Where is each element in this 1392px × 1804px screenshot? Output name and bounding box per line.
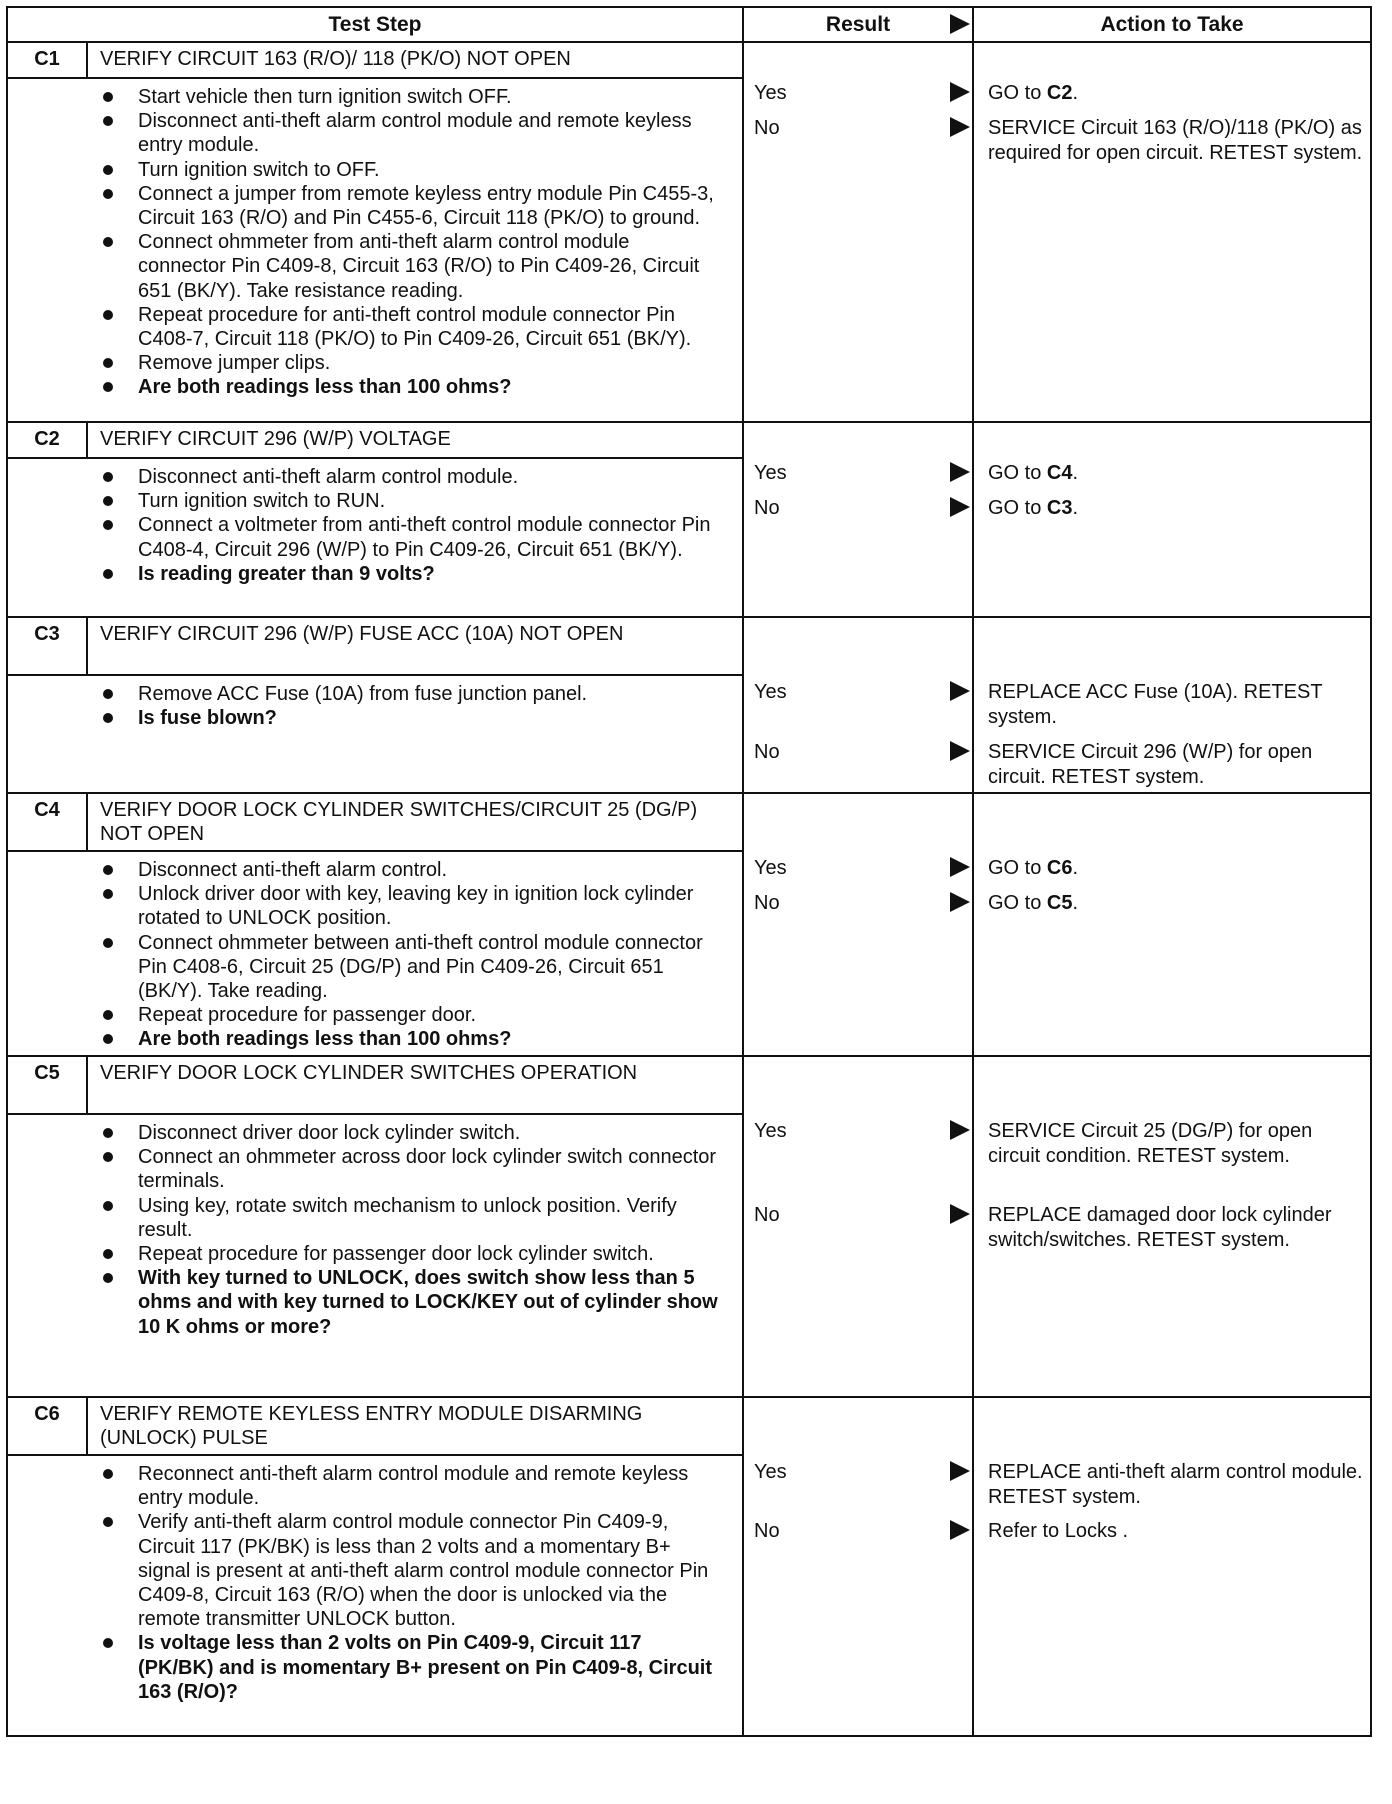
bullet-item: Unlock driver door with key, leaving key in ignition lock cylinder rotated to UNLOCK position.: [8, 882, 742, 930]
result-no: [754, 1203, 972, 1227]
action-step-ref: C3: [1046, 497, 1073, 519]
result-label: Yes: [754, 1120, 787, 1142]
action-tail: .: [1072, 462, 1079, 484]
arrow-right-icon: [950, 1520, 970, 1540]
result-label: Yes: [754, 681, 787, 703]
step-title: VERIFY CIRCUIT 296 (W/P) FUSE ACC (10A) NOT OPEN: [100, 623, 624, 645]
step-header: [8, 423, 742, 459]
action-yes: [988, 680, 1364, 729]
step-actions: [974, 618, 1370, 792]
step-header: [8, 1057, 742, 1115]
bullet-question: Is voltage less than 2 volts on Pin C409-9, Circuit 117 (PK/BK) and is momentary B+ present on Pin C409-8, Circuit 163 (R/O)?: [8, 1631, 742, 1704]
result-label: Yes: [754, 857, 787, 879]
result-yes: [754, 1460, 972, 1484]
step-c3: [8, 618, 1370, 794]
result-no: [754, 496, 972, 520]
step-title: VERIFY DOOR LOCK CYLINDER SWITCHES/CIRCUIT 25 (DG/P) NOT OPEN: [100, 799, 698, 845]
step-bullets: [8, 79, 742, 406]
result-label: No: [754, 1520, 780, 1542]
step-bullets: [8, 676, 742, 736]
result-label: Yes: [754, 462, 787, 484]
bullet-item: Connect ohmmeter between anti-theft control module connector Pin C408-6, Circuit 25 (DG/P) and Pin C409-26, Circuit 651 (BK/Y). Take reading.: [8, 931, 742, 1004]
action-no: [988, 1519, 1364, 1544]
action-text: Refer to Locks .: [988, 1520, 1129, 1542]
bullet-item: Reconnect anti-theft alarm control module and remote keyless entry module.: [8, 1462, 742, 1510]
bullet-item: Disconnect anti-theft alarm control module and remote keyless entry module.: [8, 109, 742, 157]
step-header: [8, 618, 742, 676]
bullet-item: Disconnect anti-theft alarm control.: [8, 858, 742, 882]
header-action: Action to Take: [1100, 12, 1244, 36]
action-no: [988, 496, 1364, 521]
step-bullets: [8, 852, 742, 1058]
bullet-item: Turn ignition switch to OFF.: [8, 158, 742, 182]
bullet-question: Is reading greater than 9 volts?: [8, 562, 742, 586]
step-actions: [974, 43, 1370, 421]
arrow-right-icon: [950, 462, 970, 482]
action-text: REPLACE damaged door lock cylinder switch/switches. RETEST system.: [988, 1204, 1332, 1251]
bullet-item: Connect a jumper from remote keyless entry module Pin C455-3, Circuit 163 (R/O) and Pin C455-6, Circuit 118 (PK/O) to ground.: [8, 182, 742, 230]
result-label: No: [754, 892, 780, 914]
action-no: [988, 891, 1364, 916]
arrow-right-icon: [950, 117, 970, 137]
arrow-right-icon: [950, 82, 970, 102]
action-tail: .: [1072, 892, 1079, 914]
result-yes: [754, 461, 972, 485]
bullet-question: Are both readings less than 100 ohms?: [8, 375, 742, 399]
result-no: [754, 116, 972, 140]
action-text: SERVICE Circuit 296 (W/P) for open circuit. RETEST system.: [988, 741, 1313, 788]
action-yes: [988, 856, 1364, 881]
step-id: C3: [8, 618, 88, 674]
header-result: [742, 8, 974, 41]
step-id: C6: [8, 1398, 88, 1454]
step-test: [8, 1057, 742, 1396]
arrow-right-icon: [950, 741, 970, 761]
action-yes: [988, 1119, 1364, 1168]
result-label: No: [754, 497, 780, 519]
step-test: [8, 618, 742, 792]
step-title: VERIFY DOOR LOCK CYLINDER SWITCHES OPERATION: [100, 1062, 638, 1084]
step-c4: [8, 794, 1370, 1057]
step-c5: [8, 1057, 1370, 1398]
header-result-label: Result: [825, 12, 891, 36]
step-results: [742, 1398, 974, 1735]
diagnostic-table: [6, 6, 1372, 1737]
bullet-item: Start vehicle then turn ignition switch OFF.: [8, 85, 742, 109]
action-text: SERVICE Circuit 163 (R/O)/118 (PK/O) as required for open circuit. RETEST system.: [988, 117, 1363, 164]
bullet-item: Using key, rotate switch mechanism to unlock position. Verify result.: [8, 1194, 742, 1242]
action-text: SERVICE Circuit 25 (DG/P) for open circuit condition. RETEST system.: [988, 1120, 1313, 1167]
arrow-right-icon: [950, 1204, 970, 1224]
result-no: [754, 740, 972, 764]
result-label: No: [754, 741, 780, 763]
action-yes: [988, 461, 1364, 486]
step-test: [8, 423, 742, 616]
step-header: [8, 794, 742, 852]
action-text: REPLACE anti-theft alarm control module. RETEST system.: [988, 1461, 1363, 1508]
action-tail: .: [1072, 497, 1079, 519]
arrow-right-icon: [950, 14, 970, 34]
bullet-question: Are both readings less than 100 ohms?: [8, 1027, 742, 1051]
arrow-right-icon: [950, 1120, 970, 1140]
step-actions: [974, 1398, 1370, 1735]
bullet-item: Disconnect driver door lock cylinder switch.: [8, 1121, 742, 1145]
action-text: GO to: [988, 82, 1047, 104]
step-bullets: [8, 1456, 742, 1710]
bullet-item: Repeat procedure for anti-theft control module connector Pin C408-7, Circuit 118 (PK/O) to Pin C409-26, Circuit 651 (BK/Y).: [8, 303, 742, 351]
action-text: REPLACE ACC Fuse (10A). RETEST system.: [988, 681, 1323, 728]
step-bullets: [8, 459, 742, 592]
bullet-item: Remove jumper clips.: [8, 351, 742, 375]
step-id: C4: [8, 794, 88, 850]
bullet-item: Turn ignition switch to RUN.: [8, 489, 742, 513]
bullet-item: Connect ohmmeter from anti-theft alarm control module connector Pin C409-8, Circuit 163 (R/O) to Pin C409-26, Circuit 651 (BK/Y). Take resistance reading.: [8, 230, 742, 303]
arrow-right-icon: [950, 857, 970, 877]
action-yes: [988, 81, 1364, 106]
action-no: [988, 1203, 1364, 1252]
arrow-right-icon: [950, 497, 970, 517]
bullet-item: Disconnect anti-theft alarm control module.: [8, 465, 742, 489]
step-actions: [974, 1057, 1370, 1396]
action-text: GO to: [988, 497, 1047, 519]
step-bullets: [8, 1115, 742, 1345]
action-tail: .: [1072, 82, 1079, 104]
step-results: [742, 618, 974, 792]
result-no: [754, 1519, 972, 1543]
step-c6: [8, 1398, 1370, 1735]
bullet-item: Repeat procedure for passenger door.: [8, 1003, 742, 1027]
result-no: [754, 891, 972, 915]
step-title: VERIFY CIRCUIT 296 (W/P) VOLTAGE: [100, 428, 451, 450]
result-yes: [754, 680, 972, 704]
result-yes: [754, 81, 972, 105]
step-title: VERIFY CIRCUIT 163 (R/O)/ 118 (PK/O) NOT OPEN: [100, 48, 571, 70]
step-results: [742, 1057, 974, 1396]
step-actions: [974, 794, 1370, 1058]
action-yes: [988, 1460, 1364, 1509]
arrow-right-icon: [950, 1461, 970, 1481]
action-step-ref: C4: [1046, 462, 1073, 484]
step-header: [8, 43, 742, 79]
result-label: No: [754, 117, 780, 139]
result-yes: [754, 856, 972, 880]
step-results: [742, 423, 974, 616]
step-id: C1: [8, 43, 88, 77]
step-test: [8, 43, 742, 421]
action-text: GO to: [988, 857, 1047, 879]
result-label: Yes: [754, 82, 787, 104]
bullet-item: Connect an ohmmeter across door lock cylinder switch connector terminals.: [8, 1145, 742, 1193]
step-c1: [8, 43, 1370, 423]
header-test-step: Test Step: [328, 12, 422, 36]
arrow-right-icon: [950, 681, 970, 701]
action-no: [988, 740, 1364, 789]
step-header: [8, 1398, 742, 1456]
step-actions: [974, 423, 1370, 616]
action-step-ref: C6: [1046, 857, 1073, 879]
step-results: [742, 43, 974, 421]
bullet-item: Verify anti-theft alarm control module connector Pin C409-9, Circuit 117 (PK/BK) is less than 2 volts and a momentary B+ signal is present at anti-theft alarm control module connector Pin C409-8, Circuit 163 (R/O) when the door is unlocked via the remote transmitter UNLOCK button.: [8, 1510, 742, 1631]
action-text: GO to: [988, 462, 1047, 484]
step-c2: [8, 423, 1370, 618]
step-results: [742, 794, 974, 1058]
step-id: C5: [8, 1057, 88, 1113]
bullet-question: Is fuse blown?: [8, 706, 742, 730]
action-step-ref: C2: [1046, 82, 1073, 104]
action-step-ref: C5: [1046, 892, 1073, 914]
result-yes: [754, 1119, 972, 1143]
bullet-question: With key turned to UNLOCK, does switch show less than 5 ohms and with key turned to LOCK/KEY out of cylinder show 10 K ohms or more?: [8, 1266, 742, 1339]
bullet-item: Connect a voltmeter from anti-theft control module connector Pin C408-4, Circuit 296 (W/P) to Pin C409-26, Circuit 651 (BK/Y).: [8, 513, 742, 561]
step-test: [8, 794, 742, 1058]
action-text: GO to: [988, 892, 1047, 914]
table-header: [8, 8, 1370, 43]
result-label: Yes: [754, 1461, 787, 1483]
action-no: [988, 116, 1364, 165]
bullet-item: Remove ACC Fuse (10A) from fuse junction panel.: [8, 682, 742, 706]
step-test: [8, 1398, 742, 1735]
step-id: C2: [8, 423, 88, 457]
action-tail: .: [1072, 857, 1079, 879]
bullet-item: Repeat procedure for passenger door lock cylinder switch.: [8, 1242, 742, 1266]
result-label: No: [754, 1204, 780, 1226]
step-title: VERIFY REMOTE KEYLESS ENTRY MODULE DISARMING (UNLOCK) PULSE: [100, 1403, 643, 1449]
arrow-right-icon: [950, 892, 970, 912]
